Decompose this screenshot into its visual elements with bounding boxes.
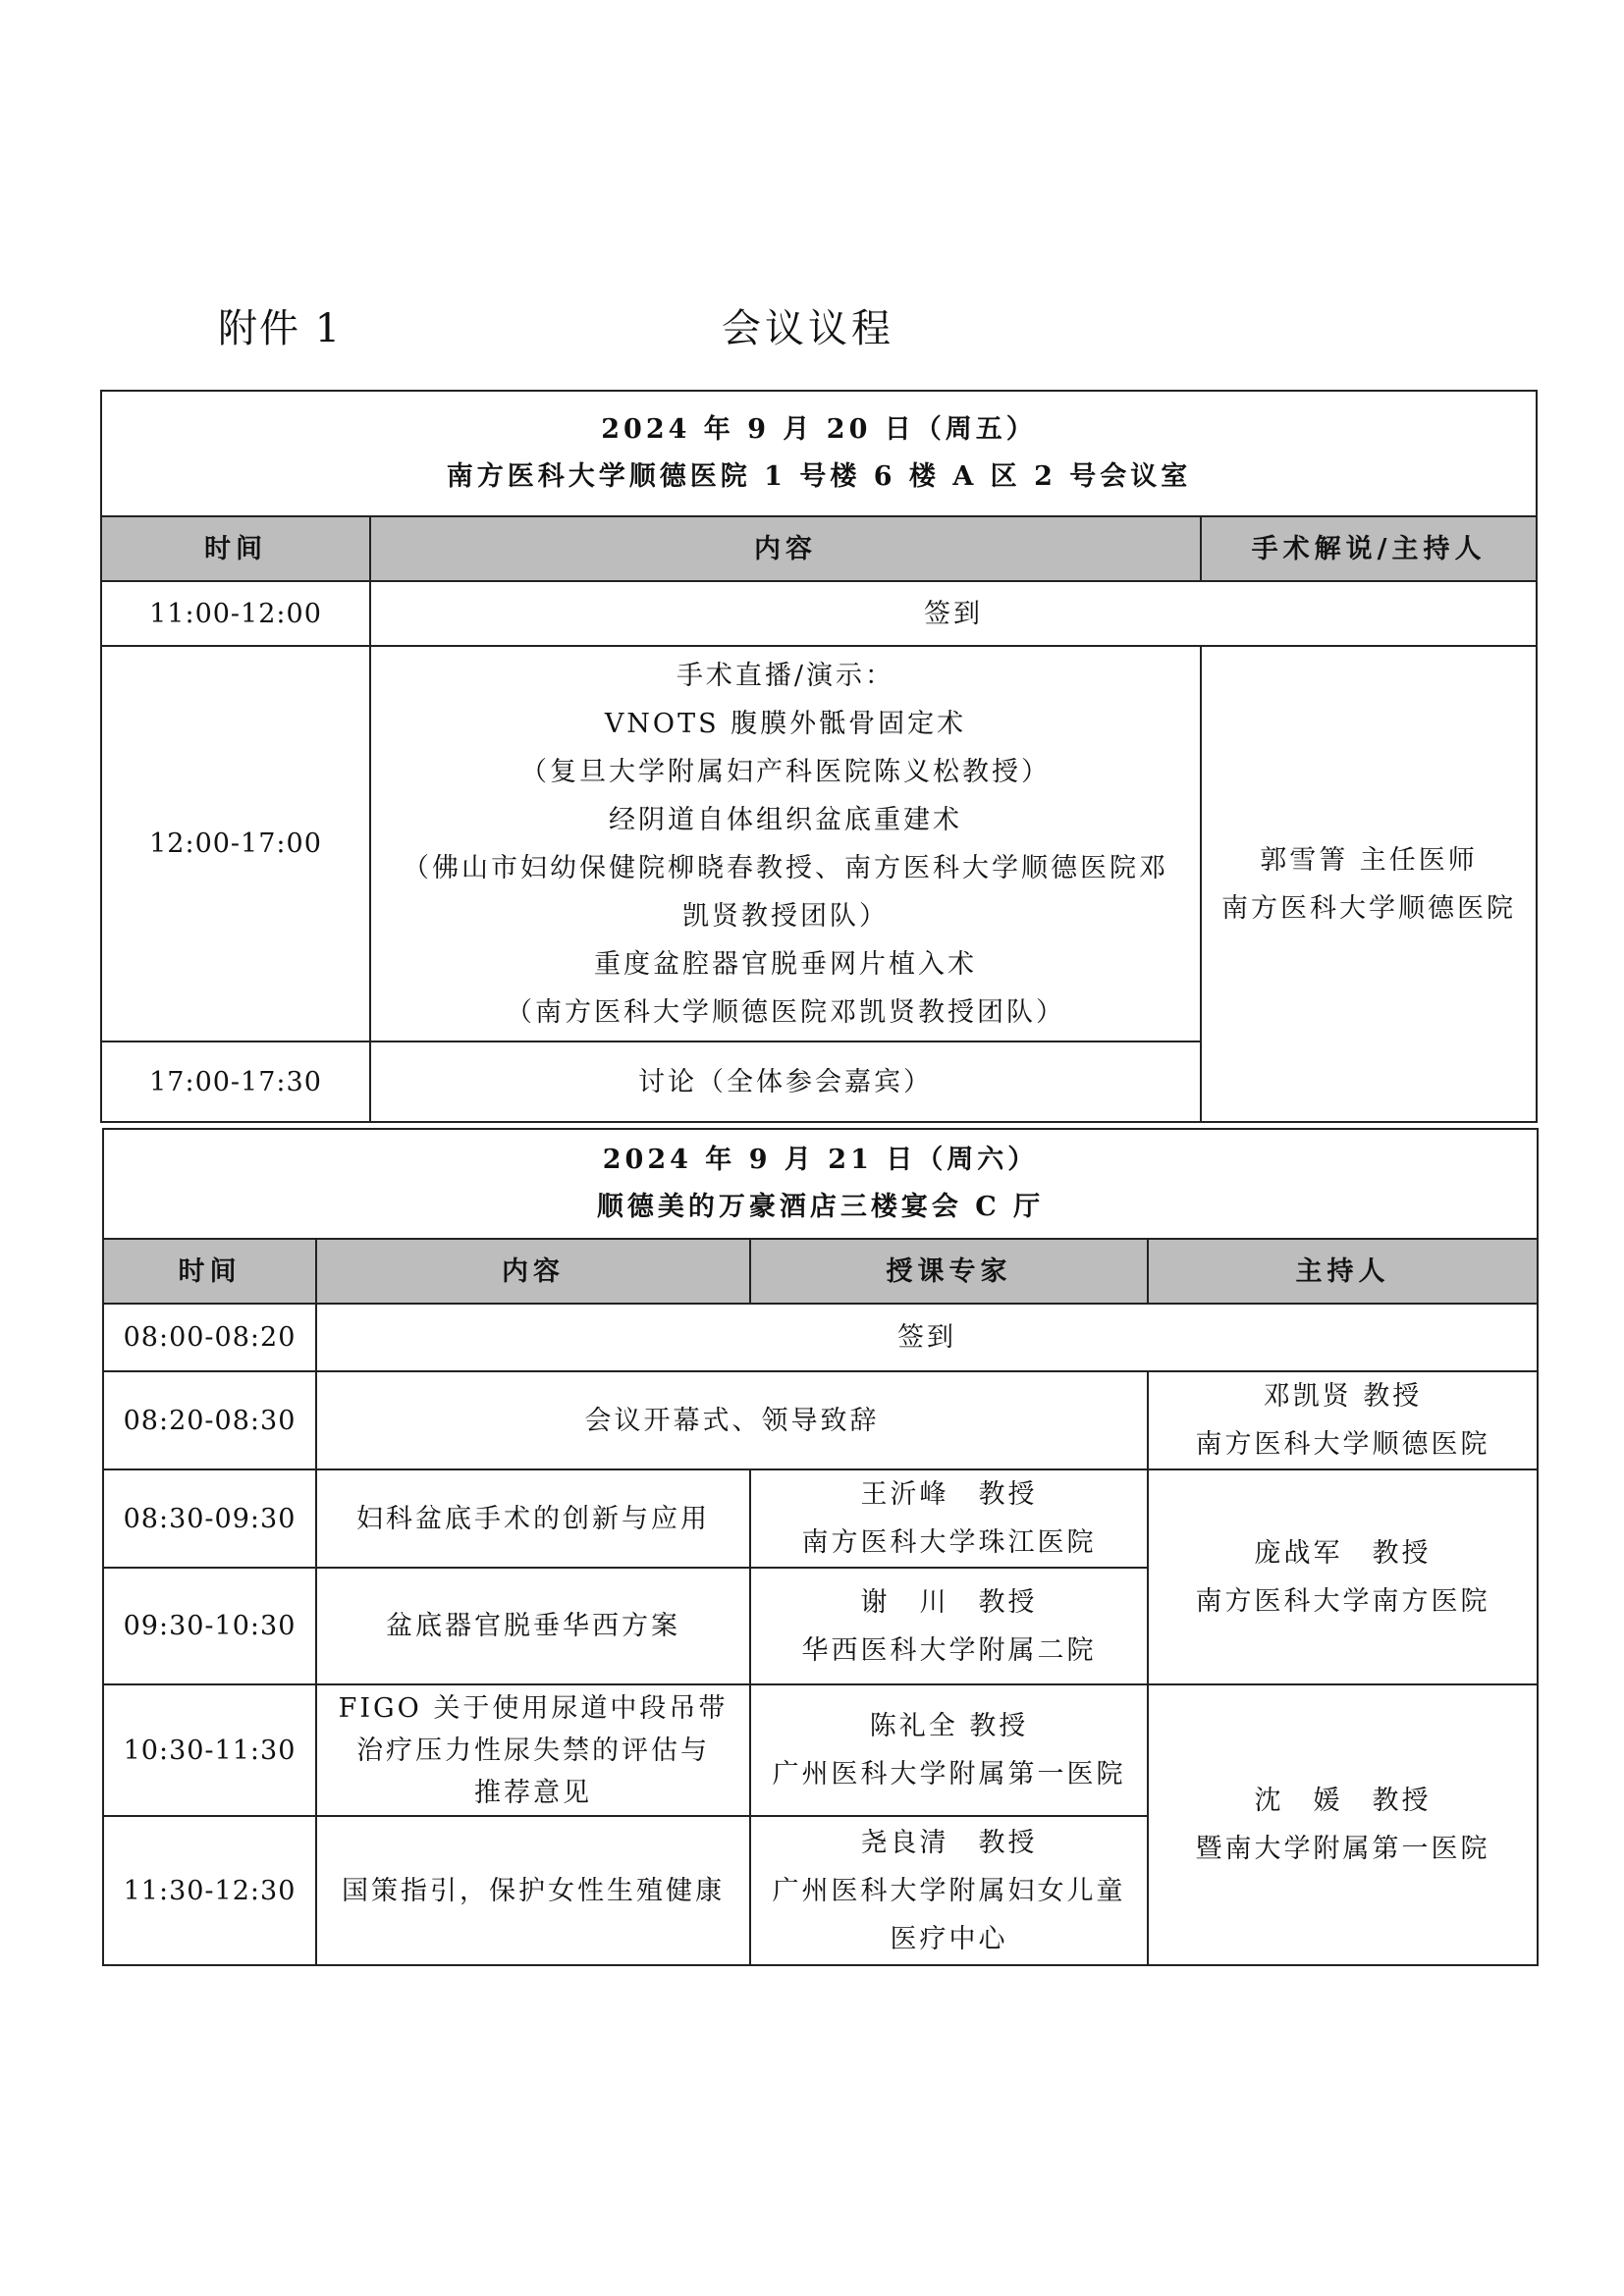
- expert-name: 尧良清 教授: [860, 1827, 1038, 1858]
- expert-affiliation: 华西医科大学附属二院: [801, 1634, 1097, 1666]
- day2-col-content: 内容: [316, 1239, 750, 1304]
- row-content: [316, 1304, 1538, 1371]
- content-line: 签到: [924, 598, 984, 629]
- row-content: [370, 646, 1201, 1041]
- content-line: （佛山市妇幼保健院柳晓春教授、南方医科大学顺德医院邓: [403, 852, 1168, 883]
- row-expert: [750, 1816, 1148, 1965]
- day2-col-expert: 授课专家: [750, 1239, 1148, 1304]
- attachment-label: 附件 1: [218, 306, 343, 351]
- host-name: 邓凯贤 教授: [1263, 1381, 1423, 1412]
- table-row: [103, 1304, 1538, 1371]
- host-affiliation: 南方医科大学南方医院: [1195, 1585, 1490, 1617]
- host-affiliation: 南方医科大学顺德医院: [1221, 892, 1517, 924]
- row-time: 08:20-08:30: [103, 1371, 316, 1469]
- expert-name: 谢 川 教授: [860, 1586, 1038, 1618]
- row-time: 08:00-08:20: [103, 1304, 316, 1371]
- content-line: 讨论（全体参会嘉宾）: [638, 1066, 933, 1097]
- content-line: 经阴道自体组织盆底重建术: [609, 804, 962, 835]
- content-line: 凯贤教授团队）: [682, 900, 889, 932]
- table-row: [103, 1469, 1538, 1568]
- content-line: 国策指引，保护女性生殖健康: [342, 1875, 725, 1906]
- table-row: [101, 581, 1537, 646]
- row-content: [316, 1371, 1148, 1469]
- day2-header-cell: [103, 1129, 1538, 1239]
- day1-header-row: [101, 391, 1537, 516]
- expert-affiliation: 南方医科大学珠江医院: [801, 1527, 1097, 1558]
- row-expert: [750, 1469, 1148, 1568]
- content-line: VNOTS 腹膜外骶骨固定术: [604, 708, 967, 739]
- content-line: FIGO 关于使用尿道中段吊带: [338, 1692, 729, 1724]
- expert-name: 王沂峰 教授: [860, 1479, 1038, 1510]
- host-name: 郭雪箐 主任医师: [1260, 844, 1478, 876]
- row-content: [370, 1041, 1201, 1122]
- row-time: 12:00-17:00: [101, 646, 370, 1041]
- row-content: [370, 581, 1537, 646]
- expert-name: 陈礼全 教授: [869, 1711, 1029, 1741]
- row-time: 11:00-12:00: [101, 581, 370, 646]
- day2-col-host: 主持人: [1148, 1239, 1538, 1304]
- content-line: 推荐意见: [474, 1777, 592, 1808]
- host-name: 沈 媛 教授: [1254, 1786, 1432, 1816]
- table-row: [101, 646, 1537, 1041]
- page-title: 会议议程: [722, 306, 894, 351]
- row-content: [316, 1816, 750, 1965]
- day2-col-time: 时间: [103, 1239, 316, 1304]
- expert-affiliation: 广州医科大学附属第一医院: [772, 1759, 1126, 1789]
- day1-date: 2024 年 9 月 20 日（周五）: [601, 414, 1037, 445]
- row-expert: [750, 1568, 1148, 1684]
- content-line: 签到: [897, 1322, 957, 1353]
- day2-header-row: [103, 1129, 1538, 1239]
- content-line: （南方医科大学顺德医院邓凯贤教授团队）: [506, 996, 1065, 1028]
- host-name: 庞战军 教授: [1254, 1537, 1432, 1569]
- row-expert: [750, 1684, 1148, 1816]
- day1-column-header-row: [101, 516, 1537, 581]
- content-line: 治疗压力性尿失禁的评估与: [356, 1735, 710, 1766]
- agenda-table-day2: [102, 1128, 1539, 1966]
- content-line: （复旦大学附属妇产科医院陈义松教授）: [520, 756, 1051, 787]
- row-content: [316, 1684, 750, 1816]
- day2-date: 2024 年 9 月 21 日（周六）: [602, 1145, 1039, 1175]
- expert-affiliation: 医疗中心: [890, 1923, 1008, 1954]
- expert-affiliation: 广州医科大学附属妇女儿童: [772, 1875, 1126, 1906]
- row-content: [316, 1469, 750, 1568]
- day2-column-header-row: [103, 1239, 1538, 1304]
- row-time: 10:30-11:30: [103, 1684, 316, 1816]
- table-row: [103, 1684, 1538, 1816]
- content-line: 重度盆腔器官脱垂网片植入术: [594, 948, 977, 980]
- row-time: 17:00-17:30: [101, 1041, 370, 1122]
- row-time: 08:30-09:30: [103, 1469, 316, 1568]
- table-row: [103, 1371, 1538, 1469]
- day2-venue: 顺德美的万豪酒店三楼宴会 C 厅: [596, 1192, 1045, 1222]
- day1-header-cell: [101, 391, 1537, 516]
- host-affiliation: 暨南大学附属第一医院: [1195, 1834, 1490, 1864]
- day1-col-host: 手术解说/主持人: [1201, 516, 1537, 581]
- content-line: 手术直播/演示：: [676, 660, 895, 691]
- row-time: 11:30-12:30: [103, 1816, 316, 1965]
- row-host: [1148, 1469, 1538, 1684]
- day1-col-time: 时间: [101, 516, 370, 581]
- row-host: [1148, 1684, 1538, 1965]
- agenda-table-day1: [100, 390, 1538, 1123]
- content-line: 会议开幕式、领导致辞: [584, 1405, 880, 1436]
- content-line: 妇科盆底手术的创新与应用: [356, 1503, 710, 1534]
- row-host: [1148, 1371, 1538, 1469]
- row-content: [316, 1568, 750, 1684]
- day1-venue: 南方医科大学顺德医院 1 号楼 6 楼 A 区 2 号会议室: [446, 461, 1192, 492]
- row-time: 09:30-10:30: [103, 1568, 316, 1684]
- host-affiliation: 南方医科大学顺德医院: [1195, 1429, 1490, 1460]
- day1-col-content: 内容: [370, 516, 1201, 581]
- row-host: [1201, 646, 1537, 1122]
- content-line: 盆底器官脱垂华西方案: [386, 1611, 680, 1641]
